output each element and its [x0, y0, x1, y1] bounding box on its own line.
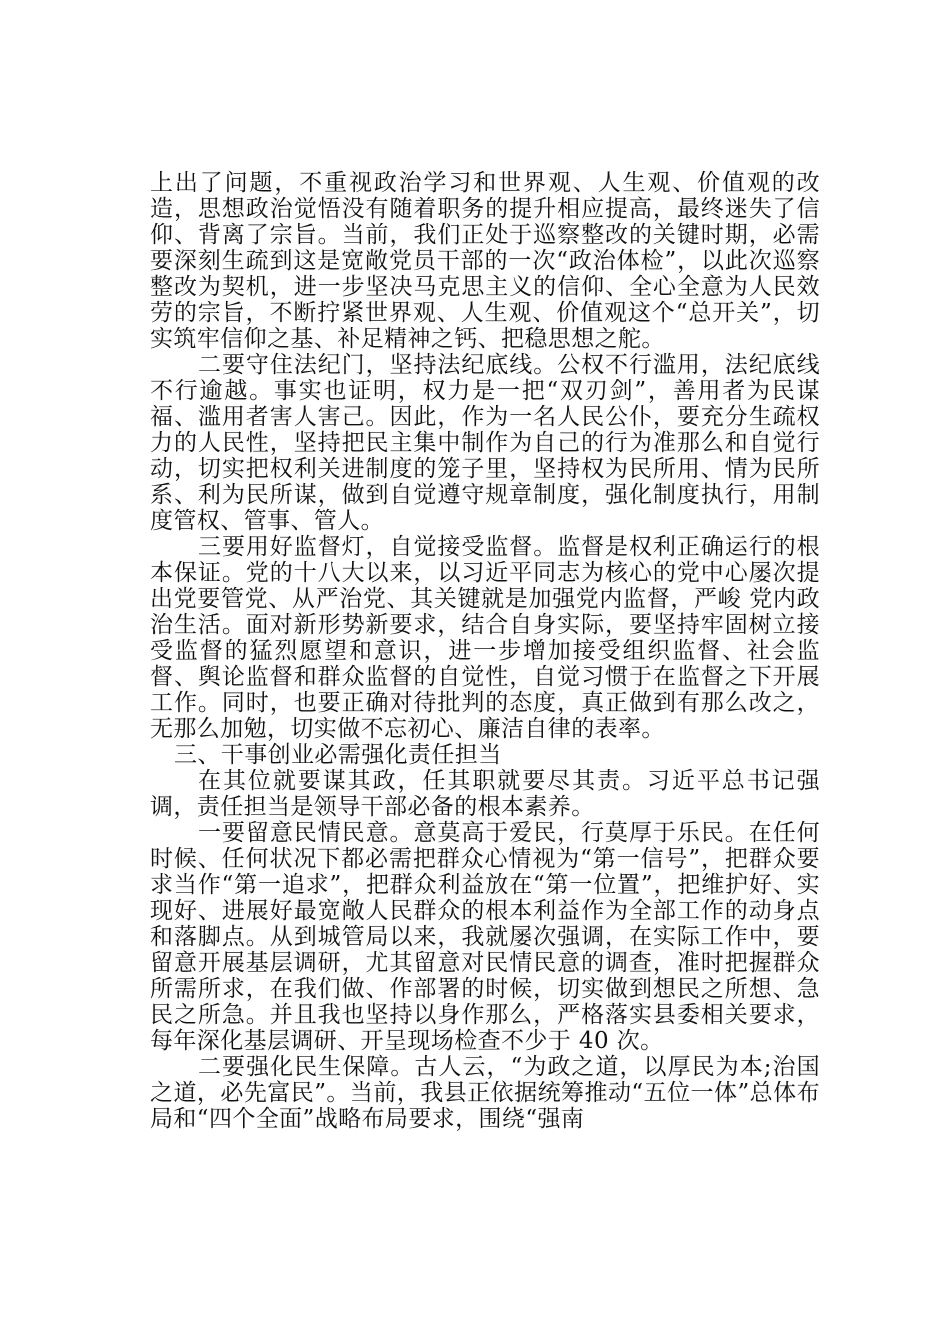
paragraph-supervision: 三要用好监督灯，自觉接受监督。监督是权利正确运行的根本保证。党的十八大以来，以习近平同志为核心的党中心屡次提出党要管党、从严治党、其关键就是加强党内监督，严峻 党内政治生活。面对新形势新要求，结合自身实际，要坚持牢固树立接受监督的猛烈愿望和意识，进一步增加接受组织监督、社会监督、舆论监督和群众监督的自觉性，自觉习惯于在监督之下开展工作。同时，也要正确对待批判的态度，真正做到有那么改之，无那么加勉，切实做不忘初心、廉洁自律的表率。	[150, 534, 820, 742]
document-body	[150, 170, 820, 1132]
paragraph-livelihood: 二要强化民生保障。古人云，“为政之道，以厚民为本;治国之道，必先富民”。当前，我县正依据统筹推动“五位一体”总体布局和“四个全面”战略布局要求，围绕“强南	[150, 1054, 820, 1132]
paragraph-public-sentiment: 一要留意民情民意。意莫高于爱民，行莫厚于乐民。在任何时候、任何状况下都必需把群众心情视为“第一信号”，把群众要求当作“第一追求”，把群众利益放在“第一位置”，把维护好、实现好、进展好最宽敞人民群众的根本利益作为全部工作的动身点和落脚点。从到城管局以来，我就屡次强调，在实际工作中，要留意开展基层调研，尤其留意对民情民意的调查，准时把握群众所需所求，在我们做、作部署的时候，切实做到想民之所想、急民之所急。并且我也坚持以身作那么，严格落实县委相关要求，每年深化基层调研、开呈现场检查不少于 40 次。	[150, 820, 820, 1054]
paragraph-continuation: 上出了问题，不重视政治学习和世界观、人生观、价值观的改造，思想政治觉悟没有随着职务的提升相应提高，最终迷失了信仰、背离了宗旨。当前，我们正处于巡察整改的关键时期，必需要深刻生疏到这是宽敞党员干部的一次“政治体检”，以此次巡察整改为契机，进一步坚决马克思主义的信仰、全心全意为人民效劳的宗旨，不断拧紧世界观、人生观、价值观这个“总开关”，切实筑牢信仰之基、补足精神之钙、把稳思想之舵。	[150, 170, 820, 352]
section-heading-responsibility: 三、干事创业必需强化责任担当	[174, 742, 502, 768]
paragraph-law-discipline: 二要守住法纪门，坚持法纪底线。公权不行滥用，法纪底线不行逾越。事实也证明，权力是一把“双刃剑”，善用者为民谋福、滥用者害人害己。因此，作为一名人民公仆，要充分生疏权力的人民性，坚持把民主集中制作为自己的行为准那么和自觉行动，切实把权利关进制度的笼子里，坚持权为民所用、情为民所系、利为民所谋，做到自觉遵守规章制度，强化制度执行，用制度管权、管事、管人。	[150, 352, 820, 534]
paragraph-responsibility-intro: 在其位就要谋其政，任其职就要尽其责。习近平总书记强调，责任担当是领导干部必备的根本素养。	[150, 768, 820, 820]
